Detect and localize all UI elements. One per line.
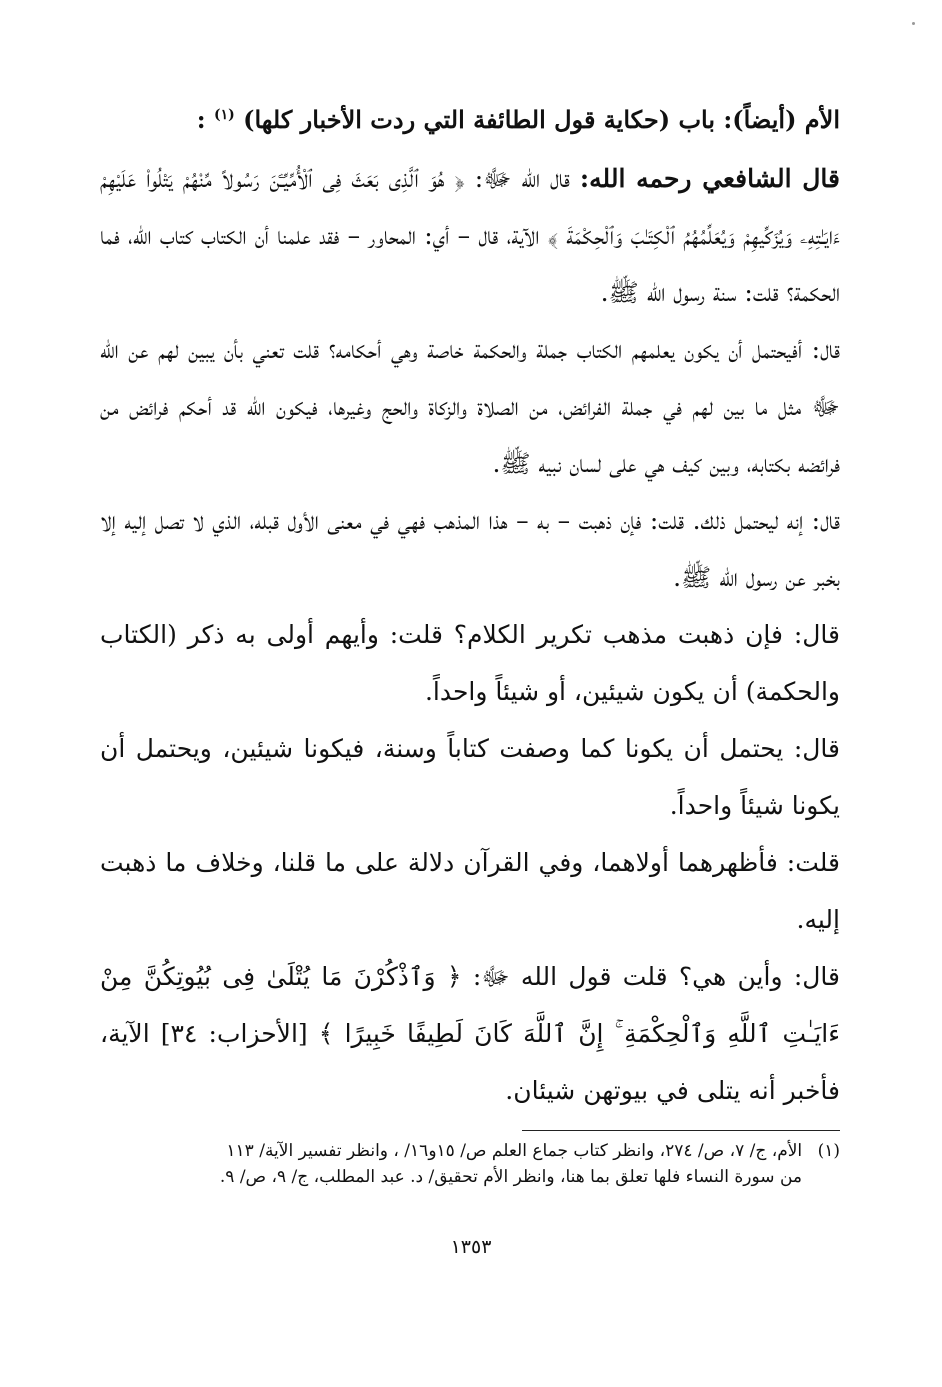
paragraph-lead: قال الشافعي رحمه الله: [579, 164, 841, 193]
main-text [100, 150, 840, 1119]
paragraph-2 [100, 321, 840, 492]
page-number: ١٣٥٣ [450, 1236, 492, 1258]
paragraph-text: قال: يحتمل أن يكونا كما وصفت كتاباً وسنة، فيكونا شيئين، ويحتمل أن يكونا شيئاً واحداً. [100, 734, 840, 820]
paragraph-text: قلت: فأظهرهما أولاهما، وفي القرآن دلالة على ما قلنا، وخلاف ما ذهبت إليه. [100, 848, 840, 934]
paragraph-text: قال: وأين هي؟ قلت قول الله ﷻ: ﴿ وَٱذْكُرْنَ مَا يُتْلَىٰ فِى بُيُوتِكُنَّ مِنْ ءَايَـٰتِ ٱللَّهِ وَٱلْحِكْمَةِ ۚ إِنَّ ٱللَّهَ كَانَ لَطِيفًا خَبِيرًا ﴾ [الأحزاب: ٣٤] الآية، فأخبر أنه يتلى في بيوتهن شيئان. [100, 962, 840, 1105]
paragraph-3 [100, 492, 840, 606]
section-heading [100, 96, 840, 144]
paragraph-text: قال: أفيحتمل أن يكون يعلمهم الكتاب جملة والحكمة خاصة وهي أحكامه؟ قلت تعني بأن يبين لهم عن الله ﷻ مثل ما بين لهم في جملة الفرائض، من الصلاة والزكاة والحج وغيرها، فيكون الله قد أحكم فرائض من فرائضه بكتابه، وبين كيف هي على لسان نبيه ﷺ. [100, 335, 840, 478]
heading-colon: : [196, 105, 206, 134]
paragraph-4 [100, 606, 840, 720]
scan-speck [912, 22, 915, 25]
paragraph-5 [100, 720, 840, 834]
footnote-number: (١) [817, 1141, 840, 1161]
paragraph-text: قال: إنه ليحتمل ذلك. قلت: فإن ذهبت – به – هذا المذهب فهي في معنى الأول قبله، الذي لا تصل إليه إلا بخبر عن رسول الله ﷺ. [100, 506, 840, 592]
footnote [100, 1138, 840, 1190]
footnote-line-1: الأم، ج/ ٧، ص/ ٢٧٤، وانظر كتاب جماع العلم ص/ ١٥و١٦/ ، وانظر تفسير الآية/ ١١٣ [226, 1141, 803, 1161]
paragraph-text: قال الله ﷻ: ﴿ هُوَ ٱلَّذِى بَعَثَ فِى ٱلْأُمِّيِّـۧنَ رَسُولاً مِّنْهُمْ يَتْلُواْ عَلَيْهِمْ ءَايَـٰتِهِۦ وَيُزَكِّيهِمْ وَيُعَلِّمُهُمُ ٱلْكِتَـٰبَ وَٱلْحِكْمَةَ ﴾ الآية، قال – أي: المحاور – فقد علمنا أن الكتاب كتاب الله، فما الحكمة؟ قلت: سنة رسول الله ﷺ. [100, 164, 840, 307]
paragraph-7 [100, 948, 840, 1119]
footnote-separator [522, 1130, 840, 1131]
footnote-line-2: من سورة النساء فلها تعلق بما هنا، وانظر الأم تحقيق/ د. عبد المطلب، ج/ ٩، ص/ ٩. [219, 1167, 802, 1187]
heading-text: الأم (أيضاً): باب (حكاية قول الطائفة التي ردت الأخبار كلها) [243, 105, 840, 134]
paragraph-1 [100, 150, 840, 321]
paragraph-6 [100, 834, 840, 948]
paragraph-text: قال: فإن ذهبت مذهب تكرير الكلام؟ قلت: وأيهم أولى به ذكر (الكتاب والحكمة) أن يكون شيئين، أو شيئاً واحداً. [100, 620, 840, 706]
heading-footnote-ref: (١) [214, 107, 235, 123]
